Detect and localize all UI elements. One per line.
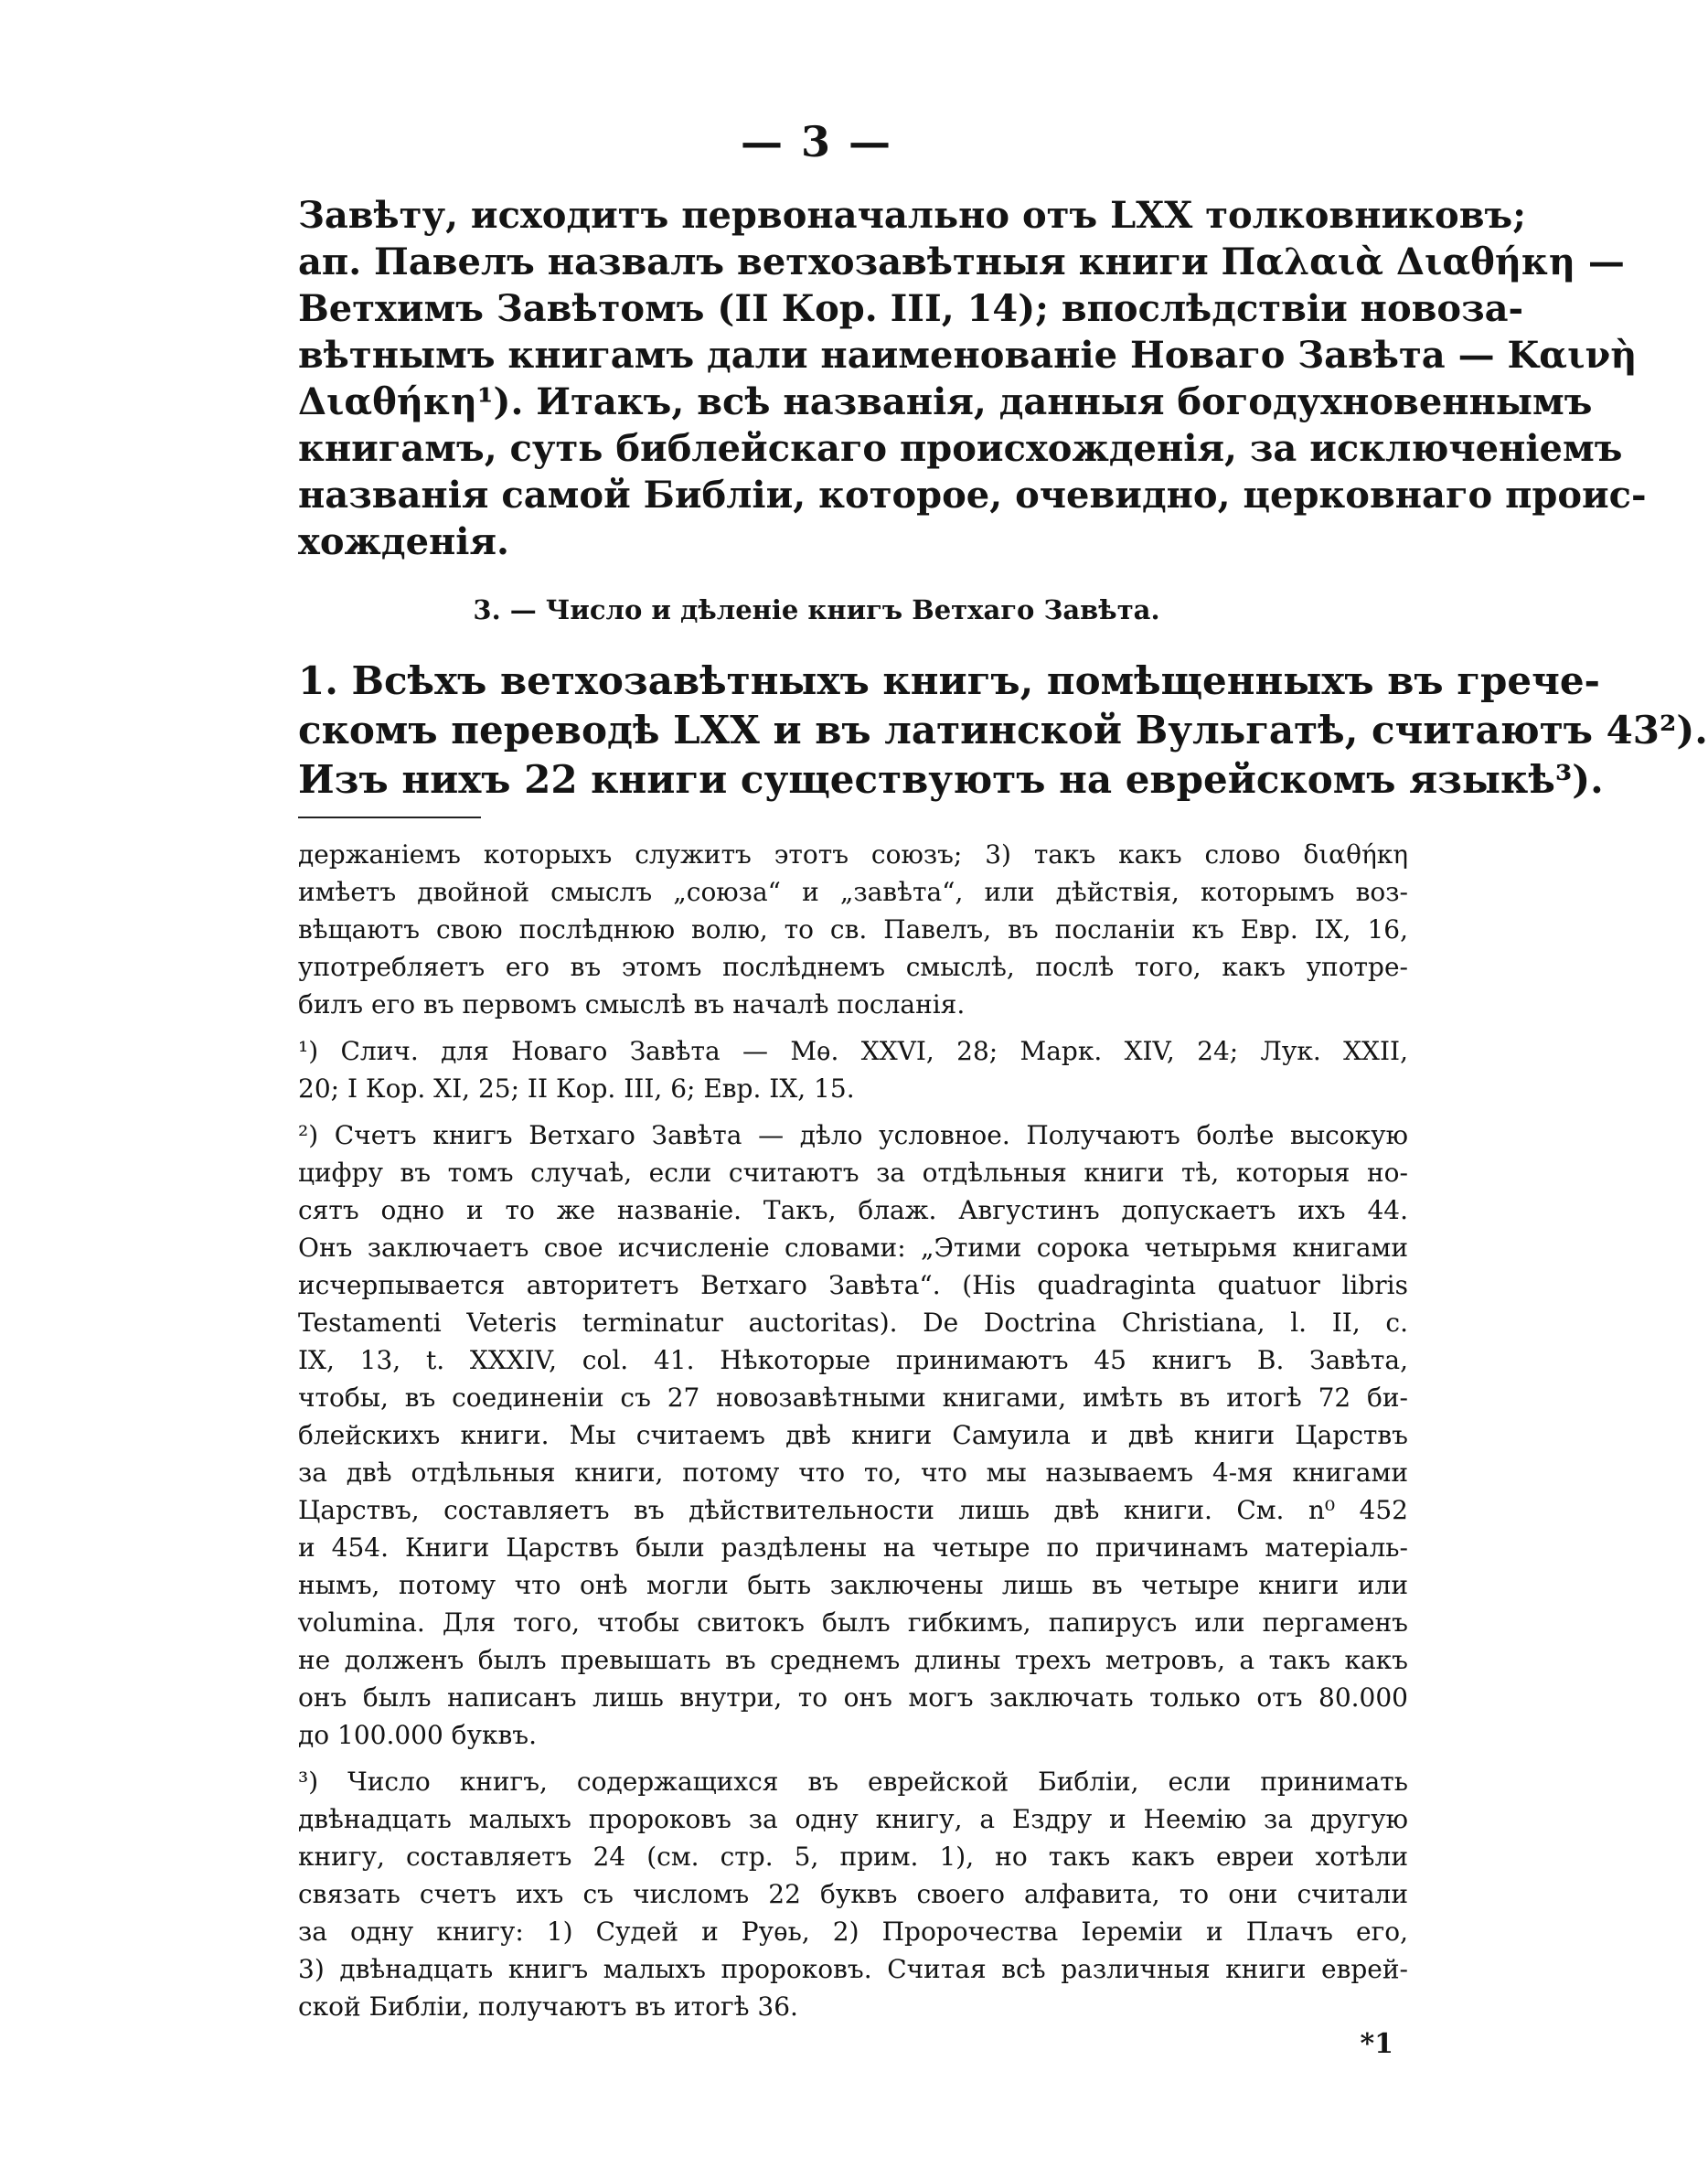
footnote-line: связать счетъ ихъ съ числомъ 22 буквъ своего алфавита, то они считали bbox=[298, 1879, 1408, 1909]
footnote-line: 20; I Кор. XI, 25; II Кор. III, 6; Евр. IX, 15. bbox=[298, 1073, 855, 1104]
footnote-line: цифру въ томъ случаѣ, если считаютъ за отдѣльныя книги тѣ, которыя но- bbox=[298, 1158, 1408, 1188]
text-line: ап. Павелъ назвалъ ветхозавѣтныя книги Παλαιὰ Διαθήκη — bbox=[298, 240, 1625, 283]
page-number: — 3 — bbox=[740, 117, 893, 166]
text-line: Завѣту, исходитъ первоначально отъ LXX толковниковъ; bbox=[298, 194, 1526, 237]
footnote-line: до 100.000 буквъ. bbox=[298, 1720, 537, 1750]
footnote-line: IX, 13, t. XXXIV, col. 41. Нѣкоторые принимаютъ 45 книгъ В. Завѣта, bbox=[298, 1345, 1408, 1375]
footnote-line: книгу, составляетъ 24 (см. стр. 5, прим. 1), но такъ какъ евреи хотѣли bbox=[298, 1842, 1408, 1872]
main-text bbox=[298, 192, 1647, 565]
footnote-line: ³) Число книгъ, содержащихся въ еврейской Библіи, если принимать bbox=[298, 1767, 1408, 1797]
footnote-line: держаніемъ которыхъ служитъ этотъ союзъ; 3) такъ какъ слово διαθήκη bbox=[298, 839, 1408, 870]
text-line: Διαθήκη¹). Итакъ, всѣ названія, данныя богодухновеннымъ bbox=[298, 380, 1593, 423]
footnote-line: чтобы, въ соединеніи съ 27 новозавѣтными книгами, имѣть въ итогѣ 72 би- bbox=[298, 1383, 1408, 1413]
section-heading: 3. — Число и дѣленіе книгъ Ветхаго Завѣта. bbox=[473, 594, 1160, 625]
footnote-line: Царствъ, составляетъ въ дѣйствительности лишь двѣ книги. См. n⁰ 452 bbox=[298, 1495, 1408, 1525]
paragraph-1 bbox=[298, 657, 1708, 805]
text-line: скомъ переводѣ LXX и въ латинской Вульгатѣ, считаютъ 43²). bbox=[298, 708, 1708, 753]
footnote-line: не долженъ былъ превышать въ среднемъ длины трехъ метровъ, а такъ какъ bbox=[298, 1645, 1408, 1675]
text-line: 1. Всѣхъ ветхозавѣтныхъ книгъ, помѣщенныхъ въ грече- bbox=[298, 658, 1600, 703]
footnote-line: Онъ заключаетъ свое исчисленіе словами: „Этими сорока четырьмя книгами bbox=[298, 1233, 1408, 1263]
text-line: книгамъ, суть библейскаго происхожденія, за исключеніемъ bbox=[298, 427, 1623, 470]
footnote-line: двѣнадцать малыхъ пророковъ за одну книгу, а Ездру и Неемію за другую bbox=[298, 1804, 1408, 1834]
footnote-line: нымъ, потому что онѣ могли быть заключены лишь въ четыре книги или bbox=[298, 1570, 1408, 1600]
footnote-line: ской Библіи, получаютъ въ итогѣ 36. bbox=[298, 1991, 798, 2022]
footnote-line: 3) двѣнадцать книгъ малыхъ пророковъ. Считая всѣ различныя книги еврей- bbox=[298, 1954, 1408, 1984]
footnote-line: за одну книгу: 1) Судей и Руѳь, 2) Пророчества Іереміи и Плачъ его, bbox=[298, 1916, 1408, 1947]
text-line: вѣтнымъ книгамъ дали наименованіе Новаго Завѣта — Καινὴ bbox=[298, 334, 1638, 377]
footnote-line: имѣетъ двойной смыслъ „союза“ и „завѣта“, или дѣйствія, которымъ воз- bbox=[298, 877, 1408, 907]
footnote-line: исчерпывается авторитетъ Ветхаго Завѣта“. (His quadraginta quatuor libris bbox=[298, 1270, 1408, 1300]
footnote-divider bbox=[298, 817, 481, 818]
footnote-line: вѣщаютъ свою послѣднюю волю, то св. Павелъ, въ посланіи къ Евр. IX, 16, bbox=[298, 914, 1408, 945]
footnote-line: и 454. Книги Царствъ были раздѣлены на четыре по причинамъ матеріаль- bbox=[298, 1532, 1408, 1563]
text-line: названія самой Библіи, которое, очевидно, церковнаго проис- bbox=[298, 474, 1647, 517]
footnote-line: Testamenti Veteris terminatur auctoritas). De Doctrina Christiana, l. II, c. bbox=[298, 1308, 1408, 1338]
footnote-line: билъ его въ первомъ смыслѣ въ началѣ посланія. bbox=[298, 989, 966, 1020]
footnote-line: ²) Счетъ книгъ Ветхаго Завѣта — дѣло условное. Получаютъ болѣе высокую bbox=[298, 1120, 1408, 1150]
text-line: хожденія. bbox=[298, 520, 509, 563]
text-line: Изъ нихъ 22 книги существуютъ на еврейскомъ языкѣ³). bbox=[298, 757, 1604, 802]
footnotes bbox=[298, 836, 1408, 2025]
footnote-line: сятъ одно и то же названіе. Такъ, блаж. Августинъ допускаетъ ихъ 44. bbox=[298, 1195, 1408, 1225]
footnote-line: блейскихъ книги. Мы считаемъ двѣ книги Самуила и двѣ книги Царствъ bbox=[298, 1420, 1408, 1450]
footnote-line: ¹) Слич. для Новаго Завѣта — Мѳ. XXVI, 28; Марк. XIV, 24; Лук. XXII, bbox=[298, 1036, 1408, 1066]
footnote-line: за двѣ отдѣльныя книги, потому что то, что мы называемъ 4-мя книгами bbox=[298, 1457, 1408, 1488]
footnote-line: онъ былъ написанъ лишь внутри, то онъ могъ заключать только отъ 80.000 bbox=[298, 1682, 1408, 1713]
signature-mark: *1 bbox=[1360, 2028, 1393, 2060]
footnote-line: употребляетъ его въ этомъ послѣднемъ смыслѣ, послѣ того, какъ употре- bbox=[298, 952, 1408, 982]
footnote-line: volumina. Для того, чтобы свитокъ былъ гибкимъ, папирусъ или пергаменъ bbox=[298, 1607, 1408, 1638]
text-line: Ветхимъ Завѣтомъ (II Кор. III, 14); впослѣдствіи новоза- bbox=[298, 287, 1524, 330]
